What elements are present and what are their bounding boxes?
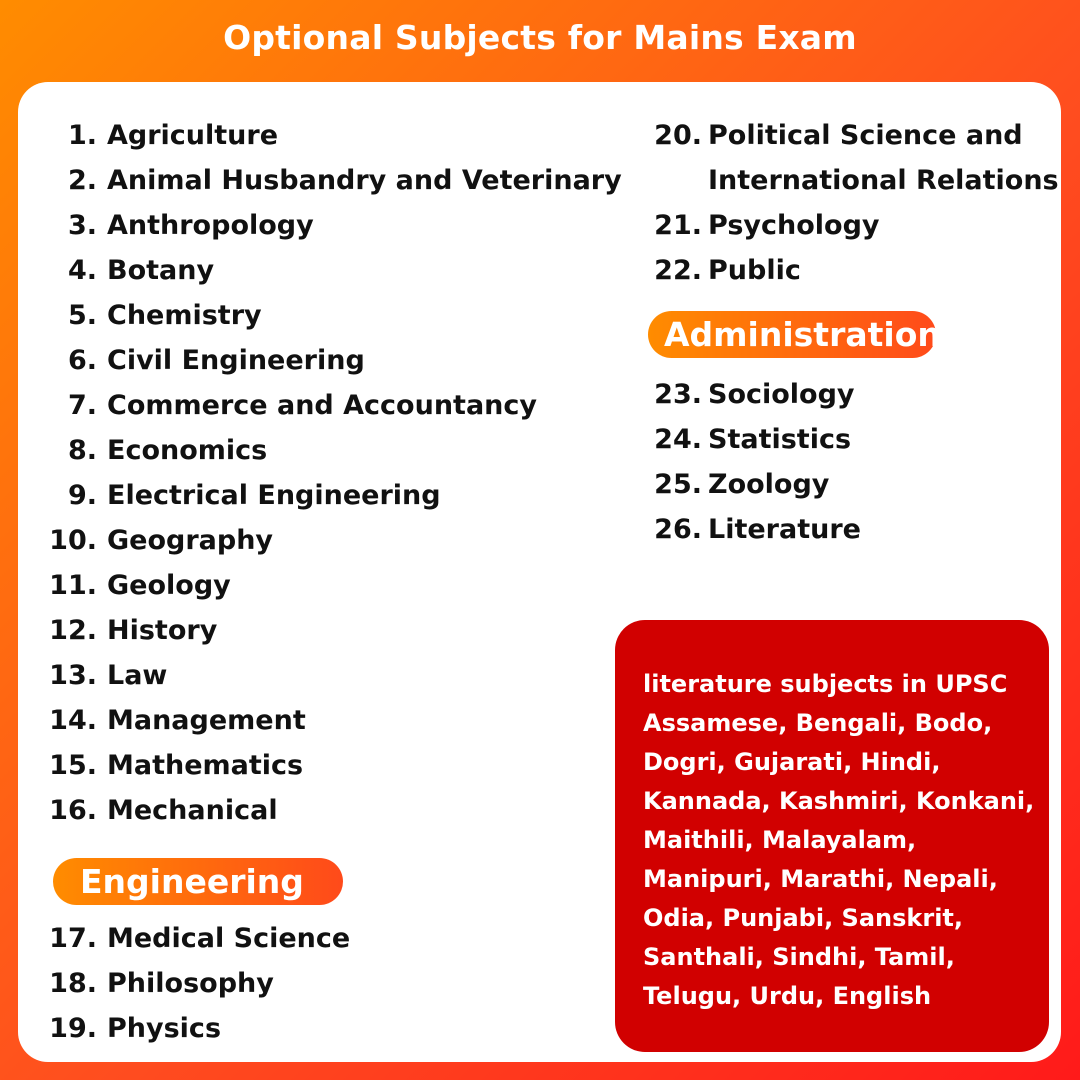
- subject-label: International Relations: [708, 165, 1059, 196]
- subject-label: Philosophy: [107, 968, 274, 999]
- subject-number: 24.: [654, 424, 702, 455]
- subject-label: Literature: [708, 514, 861, 545]
- subject-number: 22.: [654, 255, 702, 286]
- subject-label: Sociology: [708, 379, 855, 410]
- subject-number: 25.: [654, 469, 702, 500]
- subject-label: Statistics: [708, 424, 852, 455]
- literature-line: Assamese, Bengali, Bodo,: [643, 709, 993, 737]
- subject-label: Management: [107, 705, 306, 736]
- subject-number: 2.: [67, 165, 97, 196]
- subject-number: 7.: [67, 390, 97, 421]
- subject-number: 10.: [49, 525, 97, 556]
- subject-label: Commerce and Accountancy: [107, 390, 537, 421]
- subject-label: Physics: [107, 1013, 222, 1044]
- administration-pill: [648, 311, 941, 358]
- subject-number: 13.: [49, 660, 97, 691]
- subject-label: Botany: [107, 255, 215, 286]
- literature-line: Dogri, Gujarati, Hindi,: [643, 748, 941, 776]
- subject-label: Political Science and: [708, 120, 1023, 151]
- subject-label: Public: [708, 255, 801, 286]
- subject-number: 20.: [654, 120, 702, 151]
- subject-number: 1.: [67, 120, 97, 151]
- engineering-pill-label: Engineering: [80, 862, 304, 901]
- subject-label: Electrical Engineering: [107, 480, 441, 511]
- subject-number: 6.: [67, 345, 97, 376]
- subject-number: 17.: [49, 923, 97, 954]
- engineering-pill: [53, 858, 343, 905]
- literature-line: Manipuri, Marathi, Nepali,: [643, 865, 998, 893]
- subject-label: Animal Husbandry and Veterinary: [107, 165, 622, 196]
- subject-number: 21.: [654, 210, 702, 241]
- subject-label: Agriculture: [107, 120, 279, 151]
- subject-label: Geology: [107, 570, 231, 601]
- subject-number: 26.: [654, 514, 702, 545]
- subject-label: Medical Science: [107, 923, 351, 954]
- subject-number: 23.: [654, 379, 702, 410]
- subject-number: 14.: [49, 705, 97, 736]
- literature-line: literature subjects in UPSC: [643, 670, 1008, 698]
- subject-label: Law: [107, 660, 168, 691]
- subject-label: Chemistry: [107, 300, 262, 331]
- literature-line: Santhali, Sindhi, Tamil,: [643, 943, 955, 971]
- literature-info-box: [615, 620, 1049, 1052]
- subject-number: 12.: [49, 615, 97, 646]
- literature-line: Odia, Punjabi, Sanskrit,: [643, 904, 964, 932]
- subject-label: Anthropology: [107, 210, 314, 241]
- subject-label: History: [107, 615, 218, 646]
- subject-number: 16.: [49, 795, 97, 826]
- subject-number: 18.: [49, 968, 97, 999]
- subject-number: 9.: [67, 480, 97, 511]
- subject-number: 8.: [67, 435, 97, 466]
- administration-pill-label: Administration: [664, 315, 941, 354]
- subject-label: Mechanical: [107, 795, 278, 826]
- subject-number: 4.: [67, 255, 97, 286]
- subject-label: Mathematics: [107, 750, 304, 781]
- literature-line: Telugu, Urdu, English: [643, 982, 932, 1010]
- subject-number: 19.: [49, 1013, 97, 1044]
- subject-label: Psychology: [708, 210, 880, 241]
- subject-number: 11.: [49, 570, 97, 601]
- subject-label: Zoology: [708, 469, 830, 500]
- page-title: Optional Subjects for Mains Exam: [223, 18, 857, 57]
- subject-label: Civil Engineering: [107, 345, 365, 376]
- subject-label: Geography: [107, 525, 274, 556]
- literature-line: Maithili, Malayalam,: [643, 826, 917, 854]
- subject-number: 3.: [67, 210, 97, 241]
- subject-label: Economics: [107, 435, 268, 466]
- literature-line: Kannada, Kashmiri, Konkani,: [643, 787, 1035, 815]
- subject-number: 5.: [67, 300, 97, 331]
- subject-number: 15.: [49, 750, 97, 781]
